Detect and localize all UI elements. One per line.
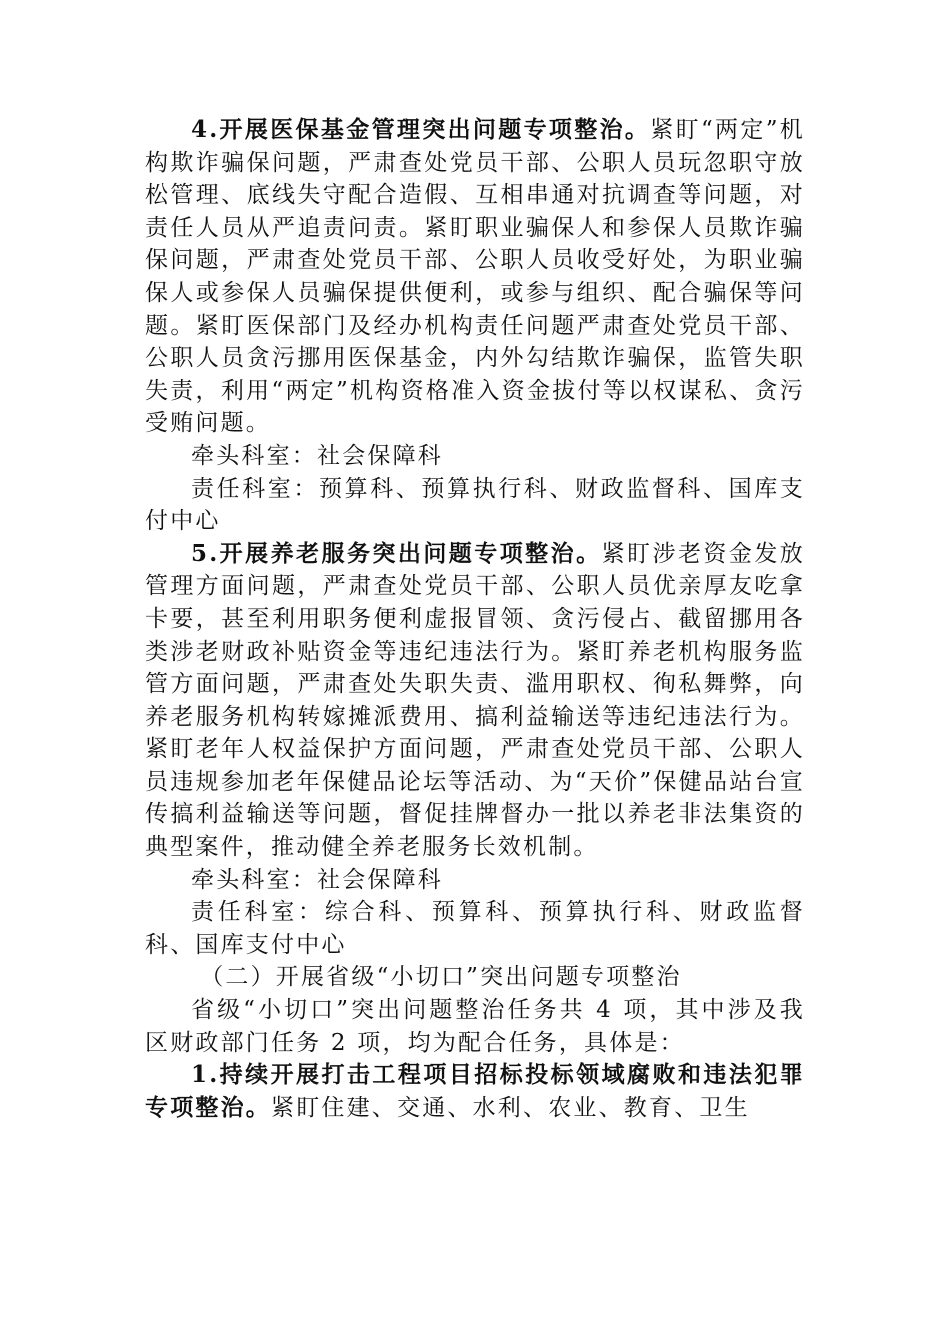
task-body: 紧盯“两定”机构欺诈骗保问题，严肃查处党员干部、公职人员玩忽职守放松管理、底线失守配合造假、互相串通对抗调查等问题，对责任人员从严追责问责。紧盯职业骗保人和参保人员欺诈骗保问题，严肃查处党员干部、公职人员收受好处，为职业骗保人或参保人员骗保提供便利，或参与组织、配合骗保等问题。紧盯医保部门及经办机构责任问题严肃查处党员干部、公职人员贪污挪用医保基金，内外勾结欺诈骗保，监管失职失责，利用“两定”机构资格准入资金拔付等以权谋私、贪污受贿问题。 [145, 117, 805, 437]
task-body: 紧盯涉老资金发放管理方面问题，严肃查处党员干部、公职人员优亲厚友吃拿卡要，甚至利用职务便利虚报冒领、贪污侵占、截留挪用各类涉老财政补贴资金等违纪违法行为。紧盯养老机构服务监管方面问题，严肃查处失职失责、滥用职权、徇私舞弊，向养老服务机构转嫁摊派费用、搞利益输送等违纪违法行为。紧盯老年人权益保护方面问题，严肃查处党员干部、公职人员违规参加老年保健品论坛等活动、为“天价”保健品站台宣传搞利益输送等问题，督促挂牌督办一批以养老非法集资的典型案件，推动健全养老服务长效机制。 [145, 540, 805, 861]
responsible-office-line: 责任科室：预算科、预算执行科、财政监督科、国库支付中心 [145, 475, 805, 535]
document-page [145, 114, 805, 1124]
lead-office-line: 牵头科室：社会保障科 [191, 866, 443, 893]
task-body: 紧盯住建、交通、水利、农业、教育、卫生 [271, 1094, 750, 1121]
section-title: （二）开展省级“小切口”突出问题专项整治 [200, 964, 682, 991]
task-heading: 1.持续开展打击工程项目招标投标领域腐败和违法犯罪专项整治。 [145, 1061, 805, 1121]
lead-office-line: 牵头科室：社会保障科 [191, 442, 443, 469]
task-heading: 4.开展医保基金管理突出问题专项整治。 [191, 116, 651, 143]
task-paragraph [145, 114, 805, 440]
task-heading: 5.开展养老服务突出问题专项整治。 [191, 539, 602, 567]
task-paragraph [145, 538, 805, 864]
responsible-office-line: 责任科室：综合科、预算科、预算执行科、财政监督科、国库支付中心 [145, 899, 805, 958]
section-intro: 省级“小切口”突出问题整治任务共 4 项，其中涉及我区财政部门任务 2 项，均为配合任务，具体是： [145, 997, 805, 1056]
task-paragraph [145, 1059, 805, 1124]
